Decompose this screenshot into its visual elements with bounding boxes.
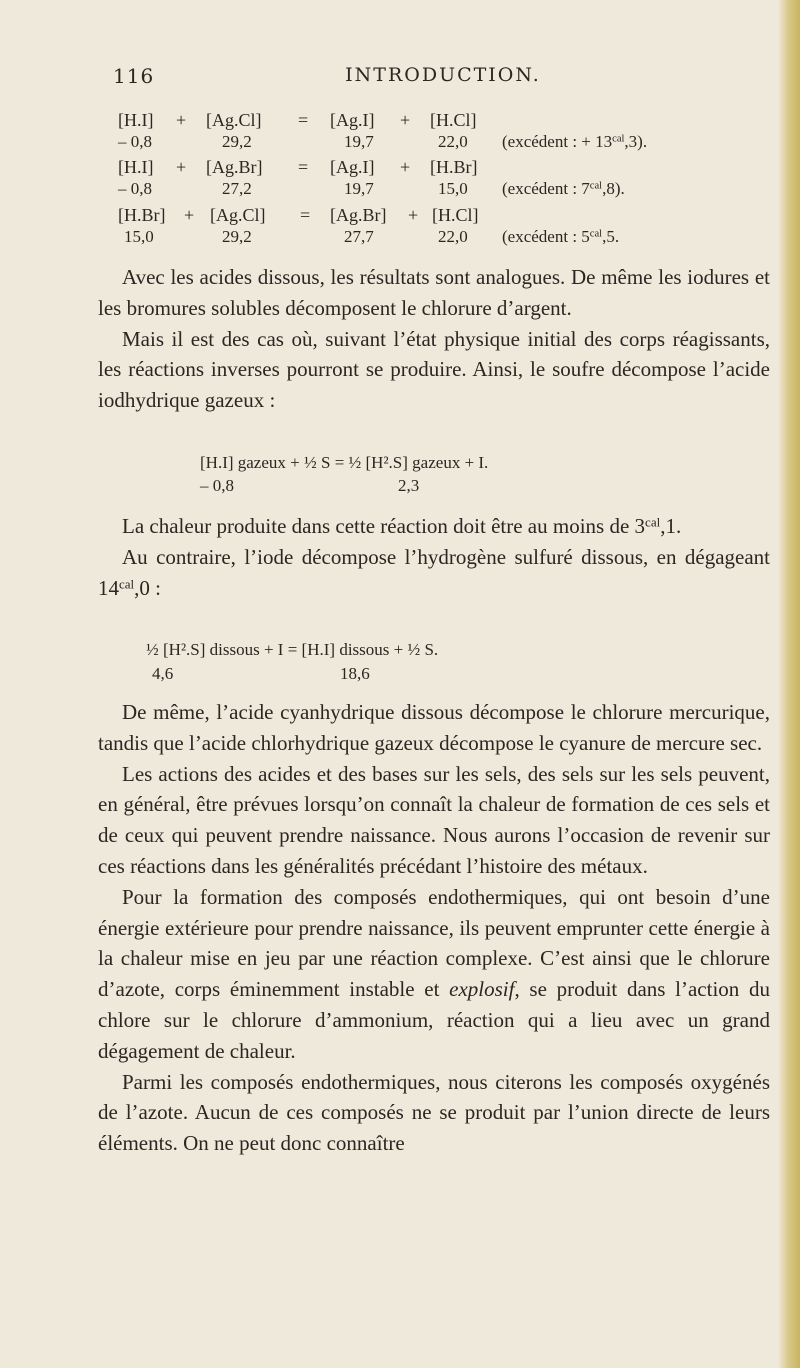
plus-sign: + — [184, 205, 195, 225]
value: 29,2 — [222, 227, 252, 246]
value: 22,0 — [438, 227, 468, 246]
equation-iodine-value-left: 4,6 — [152, 664, 174, 683]
equation-sulfur-value-right: 2,3 — [398, 476, 420, 495]
term: [H.Cl] — [432, 205, 479, 225]
value: 22,0 — [438, 132, 468, 151]
term: [Ag.Cl] — [210, 205, 266, 225]
excess-note: (excédent : $5^{cal},5$. — [502, 227, 620, 246]
excess-note: (excédent : $7^{cal},8$). — [502, 179, 625, 198]
values-line — [118, 227, 798, 249]
plus-sign: + — [176, 157, 187, 177]
values-line — [118, 179, 798, 201]
paragraph: Les actions des acides et des bases sur les sels, des sels sur les sels peuvent, en général, être prévues lorsqu’on connaît la chaleur de formation de ces sels et de ceux qui peuvent prendre naissance. Nous aurons l’occasion de revenir sur ces réactions dans les généralités précédant l’histoire des métaux. — [98, 761, 770, 878]
term: [H.I] — [118, 157, 154, 177]
equation-sulfur-value-left: – 0,8 — [200, 476, 234, 495]
term: [Ag.Br] — [330, 205, 387, 225]
term: [Ag.I] — [330, 157, 375, 177]
value: 19,7 — [344, 132, 374, 151]
page-number: 116 — [113, 64, 155, 88]
term: [H.Br] — [430, 157, 478, 177]
value: 19,7 — [344, 179, 374, 198]
equation-iodine-value-right: 18,6 — [340, 664, 370, 683]
body-text-block-2 — [98, 511, 770, 603]
paragraph: Mais il est des cas où, suivant l’état physique initial des corps réagissants, les réactions inverses pourront se produire. Ainsi, le soufre décompose l’acide iodhydrique gazeux : — [98, 326, 770, 413]
paragraph: Au contraire, l’iode décompose l’hydrogène sulfuré dissous, en dégageant $14^{cal},0$ : — [98, 544, 770, 600]
equation-hi-agcl — [118, 110, 798, 154]
paragraph: Pour la formation des composés endothermiques, qui ont besoin d’une énergie extérieure pour prendre naissance, ils peuvent emprunter cette énergie à la chaleur mise en jeu par une réaction complexe. C’est ainsi que le chlorure d’azote, corps éminemment instable et explosif, se produit dans l’action du chlore sur le chlorure d’ammonium, réaction qui a lieu avec un grand dégagement de chaleur. — [98, 884, 770, 1063]
paragraph: Parmi les composés endothermiques, nous citerons les composés oxygénés de l’azote. Aucun de ces composés ne se produit par l’union directe de leurs éléments. On ne peut donc connaître — [98, 1069, 770, 1156]
term: [H.I] — [118, 110, 154, 130]
paragraph: De même, l’acide cyanhydrique dissous décompose le chlorure mercurique, tandis que l’acide chlorhydrique gazeux décompose le cyanure de mercure sec. — [98, 700, 770, 755]
formula-line — [118, 157, 798, 179]
formula-line — [118, 205, 798, 227]
italic-word: explosif — [449, 977, 515, 1002]
equation-hi-agbr — [118, 157, 798, 201]
formula-line — [118, 110, 798, 132]
plus-sign: + — [400, 157, 411, 177]
plus-sign: + — [408, 205, 419, 225]
excess-note: (excédent : + $13^{cal},3$). — [502, 132, 648, 151]
paragraph: Avec les acides dissous, les résultats sont analogues. De même les iodures et les bromures solubles décomposent le chlorure d’argent. — [98, 265, 770, 320]
page-header — [113, 64, 773, 94]
value: 27,2 — [222, 179, 252, 198]
value: 15,0 — [124, 227, 154, 246]
term: [H.Cl] — [430, 110, 477, 130]
equation-iodine: ½ [H².S] dissous + I = [H.I] dissous + ½ S. — [146, 640, 439, 659]
value: 29,2 — [222, 132, 252, 151]
equals-sign: = — [300, 205, 311, 225]
equals-sign: = — [298, 157, 309, 177]
plus-sign: + — [176, 110, 187, 130]
term: [Ag.I] — [330, 110, 375, 130]
term: [Ag.Cl] — [206, 110, 262, 130]
body-text-block-1 — [98, 262, 770, 416]
plus-sign: + — [400, 110, 411, 130]
value: 27,7 — [344, 227, 374, 246]
equation-hbr-agcl — [118, 205, 798, 249]
term: [H.Br] — [118, 205, 166, 225]
running-head: INTRODUCTION. — [345, 64, 541, 86]
value: – 0,8 — [118, 132, 152, 151]
values-line — [118, 132, 798, 154]
value: 15,0 — [438, 179, 468, 198]
term: [Ag.Br] — [206, 157, 263, 177]
equals-sign: = — [298, 110, 309, 130]
value: – 0,8 — [118, 179, 152, 198]
body-text-block-3 — [98, 697, 770, 1159]
paragraph: La chaleur produite dans cette réaction doit être au moins de $3^{cal},1$. — [122, 514, 682, 538]
equation-sulfur: [H.I] gazeux + ½ S = ½ [H².S] gazeux + I. — [200, 453, 489, 472]
